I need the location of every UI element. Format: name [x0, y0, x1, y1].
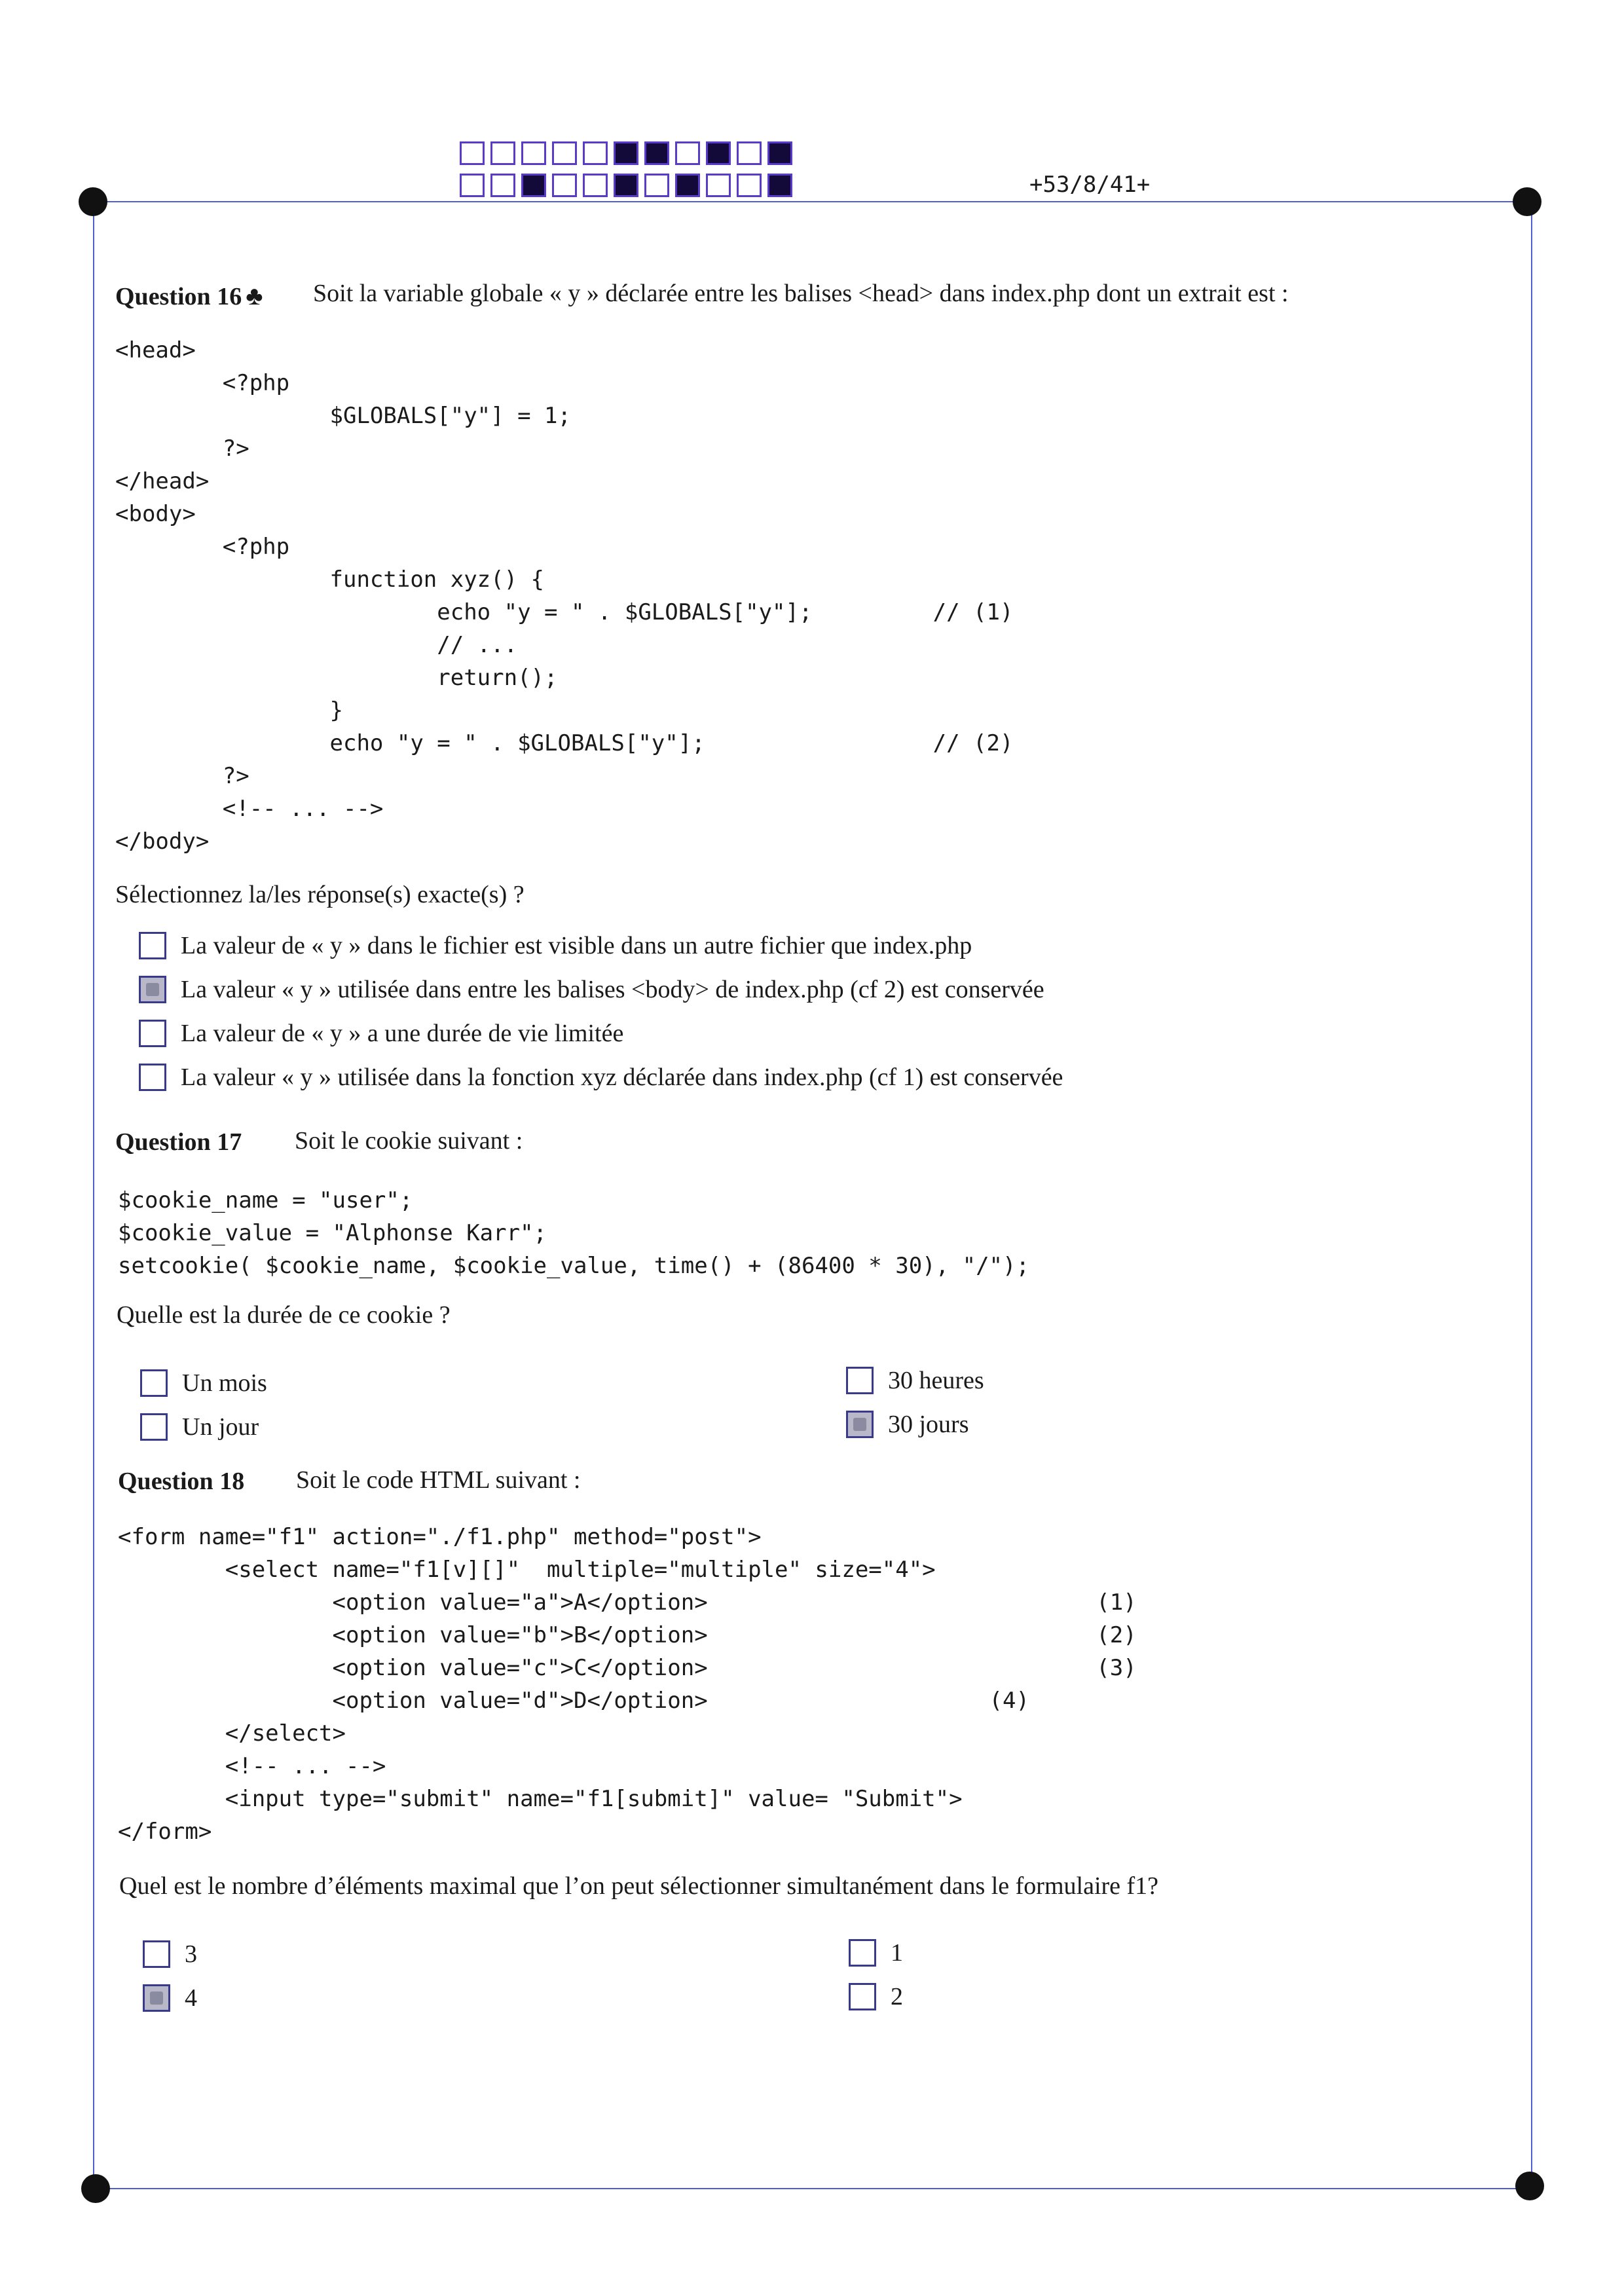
- q17-checkbox-1[interactable]: [140, 1369, 168, 1397]
- barcode-cell: [675, 174, 700, 197]
- q16-option-2-text: La valeur « y » utilisée dans entre les balises <body> de index.php (cf 2) est conservée: [181, 976, 1044, 1003]
- corner-mark-top-left: [79, 187, 107, 216]
- q16-checkbox-3[interactable]: [139, 1020, 166, 1047]
- q18-checkbox-1[interactable]: [143, 1940, 170, 1968]
- q16-option-4-text: La valeur « y » utilisée dans la fonction xyz déclarée dans index.php (cf 1) est conservée: [181, 1064, 1063, 1091]
- barcode-cell: [737, 141, 762, 165]
- q17-option-un-jour[interactable]: [140, 1413, 259, 1441]
- corner-mark-bottom-right: [1515, 2172, 1544, 2200]
- q17-question: Quelle est la durée de ce cookie ?: [117, 1301, 451, 1329]
- q17-option-1-text: Un mois: [182, 1369, 267, 1397]
- q16-instruction: Sélectionnez la/les réponse(s) exacte(s) ?: [115, 881, 525, 908]
- q16-option-3[interactable]: [139, 1019, 623, 1048]
- q17-option-30-jours[interactable]: [846, 1410, 969, 1439]
- q16-checkbox-2[interactable]: [139, 976, 166, 1003]
- barcode-cell: [706, 174, 731, 197]
- q16-option-3-text: La valeur de « y » a une durée de vie limitée: [181, 1020, 624, 1047]
- q18-option-1-text: 3: [185, 1940, 197, 1968]
- q17-checkbox-4[interactable]: [846, 1411, 874, 1438]
- q16-option-1-text: La valeur de « y » dans le fichier est visible dans un autre fichier que index.php: [181, 932, 972, 959]
- q17-code: $cookie_name = "user"; $cookie_value = "Alphonse Karr"; setcookie( $cookie_name, $cookie_value, time() + (86400 * 30), "/");: [118, 1187, 1029, 1279]
- q16-checkbox-1[interactable]: [139, 932, 166, 959]
- q16-option-4[interactable]: [139, 1063, 1063, 1092]
- barcode-cell: [644, 174, 669, 197]
- q18-option-2-text: 4: [185, 1984, 197, 2012]
- barcode-cell: [767, 141, 792, 165]
- barcode-cell: [644, 141, 669, 165]
- q18-option-3[interactable]: [143, 1940, 197, 1969]
- multiple-answer-icon: ♣: [246, 281, 263, 310]
- q18-code: <form name="f1" action="./f1.php" method="post"> <select name="f1[v][]" multiple="multiple" size="4"> <option value="a">A</option> (1) <option value="b">B</option> (2) <option value="c">C</option> (3) <option value="d">D</option> (4) </select> <!-- ... --> <input type="submit" name="f1[submit]" value= "Submit"> </form>: [118, 1524, 1137, 1845]
- q18-option-3-text: 1: [891, 1939, 903, 1967]
- q17-option-2-text: Un jour: [182, 1413, 259, 1441]
- barcode-cell: [737, 174, 762, 197]
- barcode-cell: [583, 174, 608, 197]
- q16-checkbox-4[interactable]: [139, 1064, 166, 1091]
- q18-option-4[interactable]: [143, 1984, 197, 2012]
- q18-question: Quel est le nombre d’éléments maximal que l’on peut sélectionner simultanément dans le formulaire f1?: [119, 1872, 1159, 1900]
- barcode-cell: [521, 174, 546, 197]
- barcode-cell: [614, 141, 638, 165]
- barcode-cell: [706, 141, 731, 165]
- q18-title: [118, 1467, 244, 1496]
- barcode-cell: [490, 174, 515, 197]
- q16-option-1[interactable]: [139, 931, 972, 960]
- barcode-cell: [460, 174, 485, 197]
- q17-option-30-heures[interactable]: [846, 1366, 984, 1395]
- barcode-cell: [490, 141, 515, 165]
- q17-title: [115, 1128, 242, 1157]
- q16-code: <head> <?php $GLOBALS["y"] = 1; ?> </head> <body> <?php function xyz() { echo "y = " . $GLOBALS["y"]; // (1) // ... return(); } echo "y = " . $GLOBALS["y"]; // (2) ?> <!-- ... --> </body>: [115, 337, 1014, 855]
- barcode-cell: [583, 141, 608, 165]
- barcode-cell: [767, 174, 792, 197]
- barcode-cell: [552, 174, 577, 197]
- q16-option-2[interactable]: [139, 975, 1044, 1004]
- q17-label: Question 17: [115, 1128, 242, 1156]
- barcode-row-1: [460, 141, 798, 165]
- q17-option-3-text: 30 heures: [888, 1367, 984, 1394]
- barcode-cell: [675, 141, 700, 165]
- q16-label: Question 16: [115, 283, 242, 310]
- q17-option-4-text: 30 jours: [888, 1411, 969, 1438]
- q16-prompt: Soit la variable globale « y » déclarée entre les balises <head> dans index.php dont un extrait est :: [313, 280, 1289, 307]
- corner-mark-bottom-left: [81, 2174, 110, 2203]
- q18-checkbox-3[interactable]: [849, 1939, 876, 1967]
- q18-prompt: Soit le code HTML suivant :: [296, 1466, 581, 1494]
- q17-checkbox-2[interactable]: [140, 1413, 168, 1441]
- barcode-cell: [552, 141, 577, 165]
- q18-checkbox-4[interactable]: [849, 1983, 876, 2010]
- q18-option-1[interactable]: [849, 1938, 903, 1967]
- barcode-cell: [521, 141, 546, 165]
- q17-checkbox-3[interactable]: [846, 1367, 874, 1394]
- q17-prompt: Soit le cookie suivant :: [295, 1127, 523, 1155]
- barcode-cell: [614, 174, 638, 197]
- barcode-row-2: [460, 174, 798, 197]
- corner-mark-top-right: [1513, 187, 1541, 216]
- q16-title: [115, 280, 263, 311]
- q18-label: Question 18: [118, 1468, 245, 1495]
- q18-option-4-text: 2: [891, 1983, 903, 2010]
- q17-option-un-mois[interactable]: [140, 1369, 267, 1398]
- q18-option-2[interactable]: [849, 1982, 903, 2011]
- sheet-id: +53/8/41+: [1029, 172, 1151, 198]
- barcode-cell: [460, 141, 485, 165]
- q18-checkbox-2[interactable]: [143, 1984, 170, 2012]
